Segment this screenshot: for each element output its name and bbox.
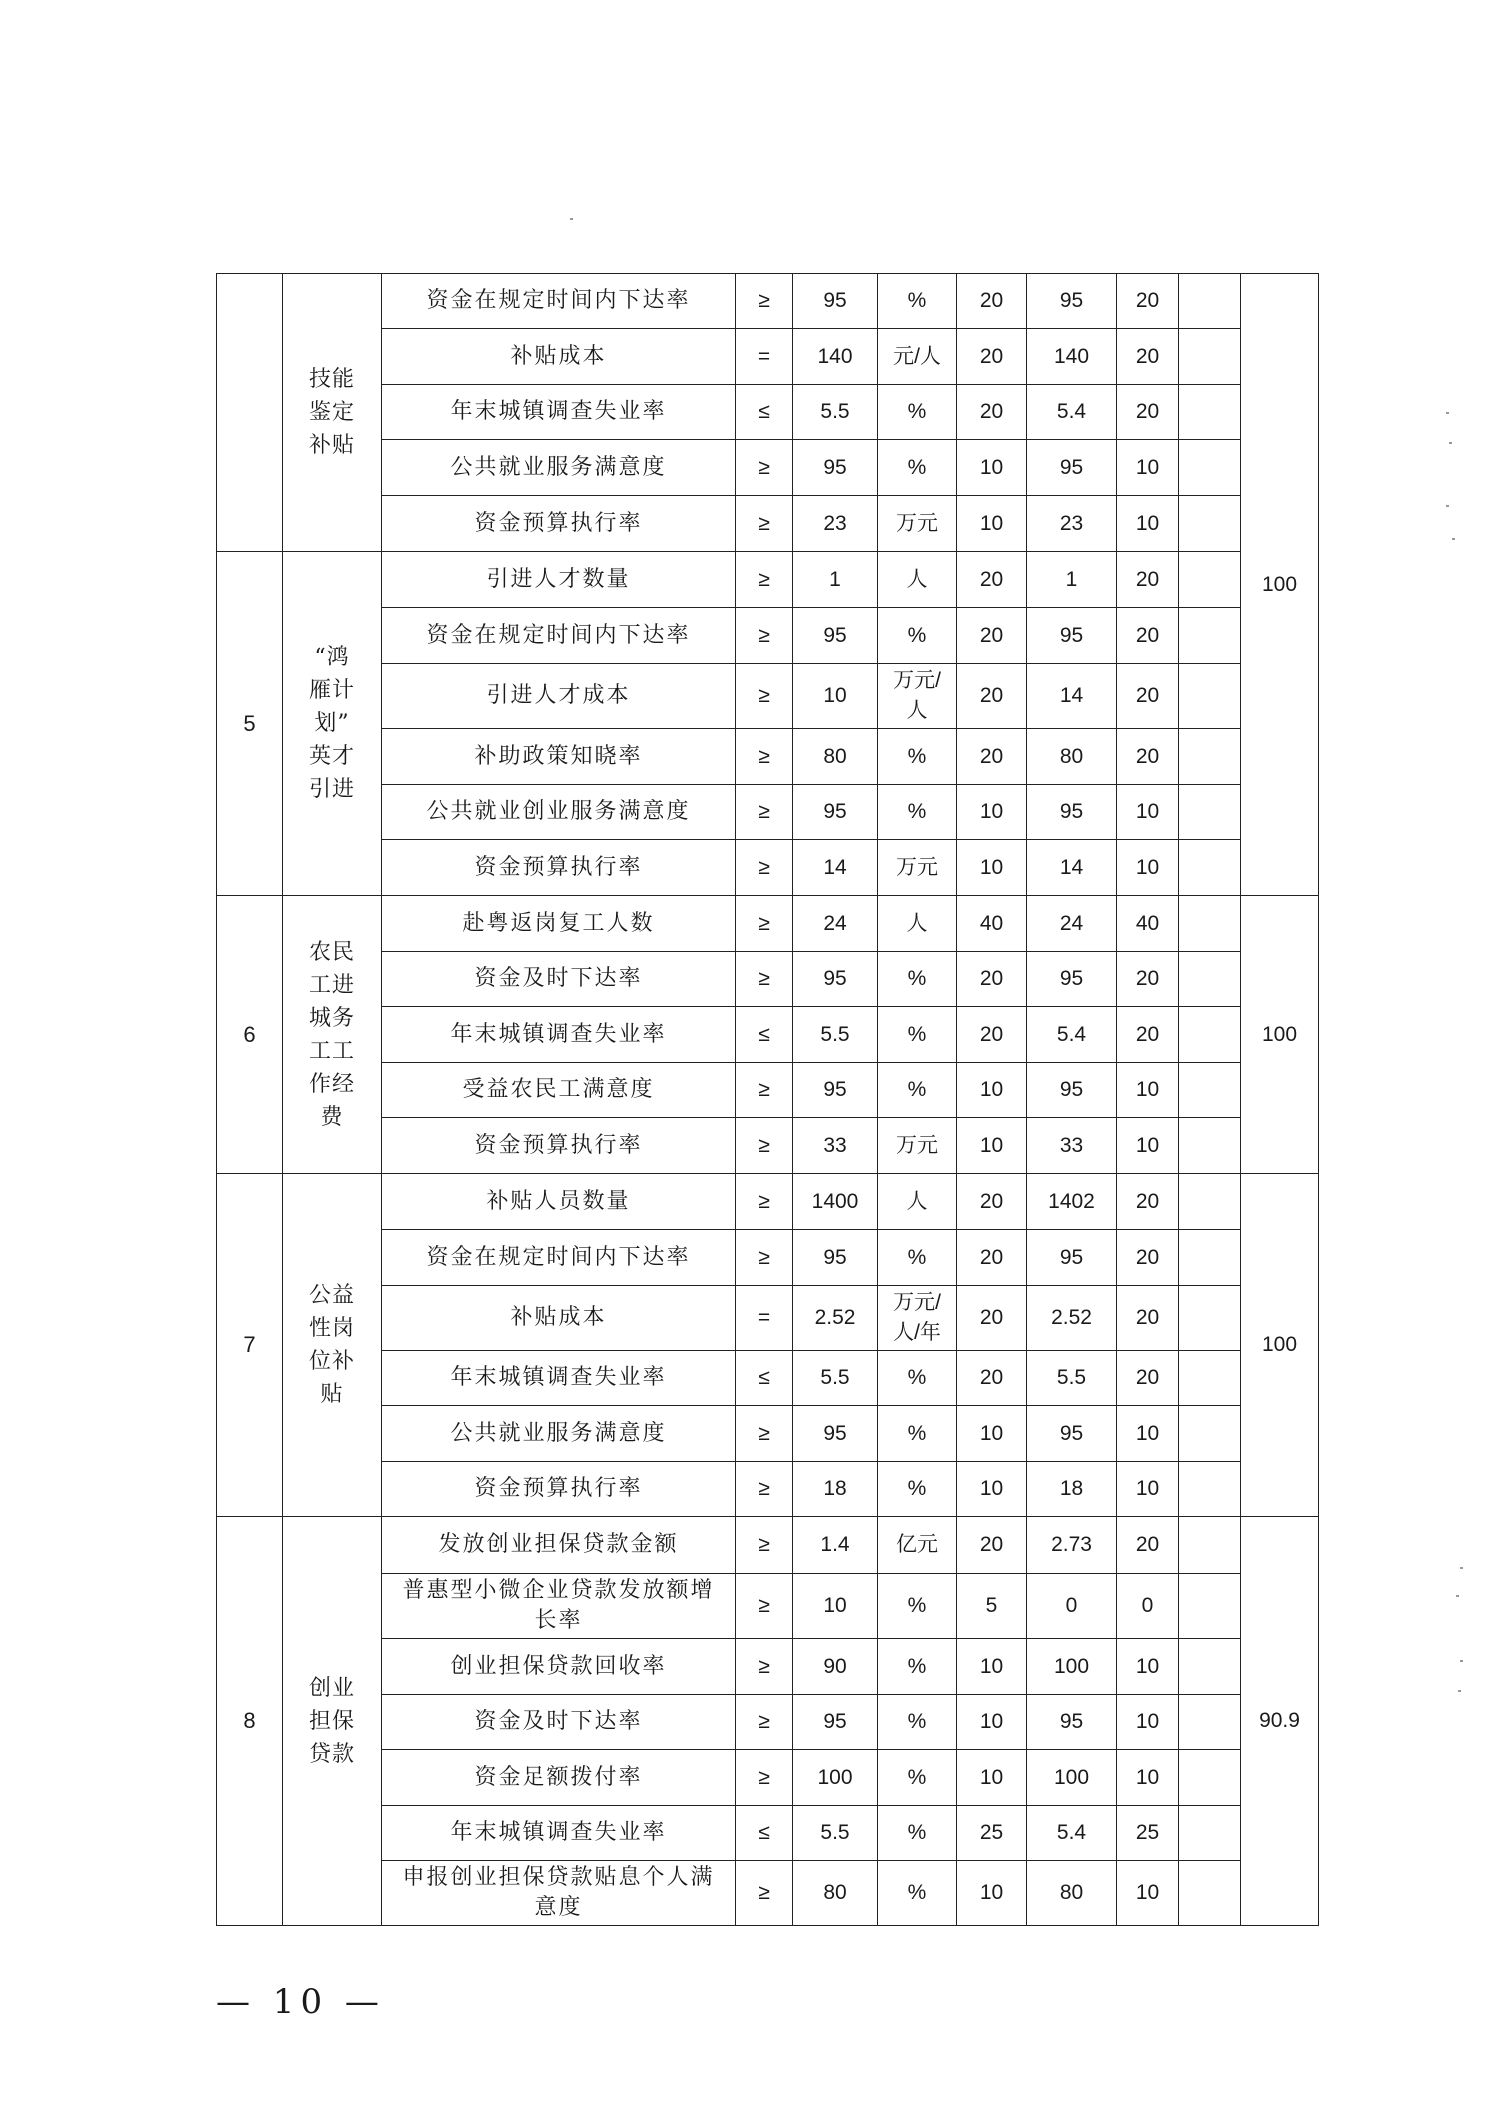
weight-value: 10 [957,1118,1027,1174]
op-cell: ≥ [736,1174,793,1230]
score-value: 20 [1117,385,1179,440]
actual-value: 18 [1027,1462,1117,1517]
note-cell [1179,1230,1241,1286]
score-value: 10 [1117,1406,1179,1462]
table-row [217,1695,1319,1750]
table-row [217,608,1319,664]
item-cell: 公共就业服务满意度 [382,440,736,496]
unit-cell: % [878,274,957,329]
table-row [217,1406,1319,1462]
weight-value: 10 [957,1063,1027,1118]
score-value: 0 [1117,1574,1179,1639]
note-cell [1179,1007,1241,1063]
item-cell: 公共就业服务满意度 [382,1406,736,1462]
unit-cell: % [878,1639,957,1695]
score-value: 40 [1117,896,1179,952]
weight-value: 5 [957,1574,1027,1639]
score-value: 10 [1117,1118,1179,1174]
op-cell: ≥ [736,1118,793,1174]
note-cell [1179,1695,1241,1750]
actual-value: 95 [1027,274,1117,329]
unit-cell: 万元 [878,840,957,896]
op-cell: ≥ [736,785,793,840]
score-value: 10 [1117,1063,1179,1118]
unit-cell: 万元/ 人 [878,664,957,729]
item-cell: 资金在规定时间内下达率 [382,274,736,329]
table-row [217,1063,1319,1118]
weight-value: 10 [957,1462,1027,1517]
item-cell: 发放创业担保贷款金额 [382,1517,736,1574]
actual-value: 95 [1027,608,1117,664]
item-cell: 引进人才成本 [382,664,736,729]
actual-value: 95 [1027,440,1117,496]
note-cell [1179,1462,1241,1517]
score-value: 10 [1117,1462,1179,1517]
unit-cell: % [878,1861,957,1926]
note-cell [1179,1118,1241,1174]
total-score: 90.9 [1241,1517,1319,1926]
performance-table [216,273,1319,1926]
table-row [217,1517,1319,1574]
item-cell: 补贴成本 [382,1286,736,1351]
score-value: 20 [1117,1351,1179,1406]
table-row [217,440,1319,496]
note-cell [1179,952,1241,1007]
category-cell: 技能 鉴定 补贴 [283,274,382,552]
weight-value: 10 [957,1750,1027,1806]
table-row [217,274,1319,329]
actual-value: 95 [1027,1230,1117,1286]
actual-value: 95 [1027,1406,1117,1462]
target-value: 100 [793,1750,878,1806]
target-value: 95 [793,785,878,840]
score-value: 10 [1117,1639,1179,1695]
table-row [217,952,1319,1007]
target-value: 23 [793,496,878,552]
target-value: 10 [793,1574,878,1639]
op-cell: = [736,1286,793,1351]
item-cell: 资金在规定时间内下达率 [382,608,736,664]
category-cell: 农民 工进 城务 工工 作经 费 [283,896,382,1174]
op-cell: ≤ [736,1351,793,1406]
score-value: 10 [1117,840,1179,896]
weight-value: 20 [957,1174,1027,1230]
actual-value: 100 [1027,1639,1117,1695]
item-cell: 补贴人员数量 [382,1174,736,1230]
item-cell: 资金预算执行率 [382,496,736,552]
target-value: 90 [793,1639,878,1695]
item-cell: 申报创业担保贷款贴息个人满 意度 [382,1861,736,1926]
table-row [217,1861,1319,1926]
score-value: 20 [1117,329,1179,385]
op-cell: ≥ [736,1230,793,1286]
scan-speck [1446,412,1449,414]
note-cell [1179,1174,1241,1230]
note-cell [1179,1750,1241,1806]
weight-value: 20 [957,1351,1027,1406]
target-value: 95 [793,274,878,329]
item-cell: 年末城镇调查失业率 [382,1351,736,1406]
score-value: 20 [1117,664,1179,729]
score-value: 10 [1117,1695,1179,1750]
actual-value: 1402 [1027,1174,1117,1230]
item-cell: 引进人才数量 [382,552,736,608]
actual-value: 5.4 [1027,1007,1117,1063]
unit-cell: % [878,785,957,840]
weight-value: 10 [957,840,1027,896]
item-cell: 受益农民工满意度 [382,1063,736,1118]
weight-value: 10 [957,785,1027,840]
table-row [217,552,1319,608]
note-cell [1179,440,1241,496]
actual-value: 95 [1027,785,1117,840]
table-row [217,1007,1319,1063]
category-cell: 创业 担保 贷款 [283,1517,382,1926]
op-cell: ≥ [736,729,793,785]
target-value: 1 [793,552,878,608]
scan-speck [1452,538,1455,540]
actual-value: 23 [1027,496,1117,552]
table-row [217,785,1319,840]
op-cell: ≥ [736,1639,793,1695]
unit-cell: % [878,1230,957,1286]
op-cell: ≤ [736,385,793,440]
unit-cell: % [878,1750,957,1806]
score-value: 20 [1117,1174,1179,1230]
score-value: 25 [1117,1806,1179,1861]
scan-speck [1460,1660,1463,1662]
target-value: 18 [793,1462,878,1517]
table-body [217,274,1319,1926]
item-cell: 资金预算执行率 [382,1462,736,1517]
total-score: 100 [1241,274,1319,896]
op-cell: ≥ [736,664,793,729]
item-cell: 年末城镇调查失业率 [382,1806,736,1861]
item-cell: 普惠型小微企业贷款发放额增 长率 [382,1574,736,1639]
unit-cell: 万元 [878,1118,957,1174]
weight-value: 20 [957,664,1027,729]
note-cell [1179,896,1241,952]
scan-speck [1460,1567,1463,1569]
target-value: 33 [793,1118,878,1174]
unit-cell: 万元/ 人/年 [878,1286,957,1351]
op-cell: ≤ [736,1007,793,1063]
item-cell: 资金及时下达率 [382,952,736,1007]
unit-cell: 人 [878,1174,957,1230]
weight-value: 10 [957,496,1027,552]
row-number [217,274,283,552]
op-cell: ≥ [736,840,793,896]
note-cell [1179,1861,1241,1926]
score-value: 20 [1117,1517,1179,1574]
weight-value: 20 [957,329,1027,385]
note-cell [1179,1639,1241,1695]
op-cell: ≥ [736,552,793,608]
actual-value: 5.5 [1027,1351,1117,1406]
op-cell: ≥ [736,440,793,496]
weight-value: 20 [957,552,1027,608]
table-row [217,729,1319,785]
note-cell [1179,329,1241,385]
page-number: — 10 — [216,1982,385,2022]
target-value: 14 [793,840,878,896]
item-cell: 赴粤返岗复工人数 [382,896,736,952]
target-value: 95 [793,952,878,1007]
category-cell: 公益 性岗 位补 贴 [283,1174,382,1517]
weight-value: 10 [957,1639,1027,1695]
score-value: 20 [1117,1007,1179,1063]
unit-cell: % [878,952,957,1007]
actual-value: 2.73 [1027,1517,1117,1574]
item-cell: 公共就业创业服务满意度 [382,785,736,840]
score-value: 20 [1117,952,1179,1007]
note-cell [1179,1351,1241,1406]
note-cell [1179,1063,1241,1118]
item-cell: 年末城镇调查失业率 [382,385,736,440]
unit-cell: % [878,1806,957,1861]
total-score: 100 [1241,1174,1319,1517]
table-row [217,496,1319,552]
table-row [217,1351,1319,1406]
op-cell: ≥ [736,1574,793,1639]
actual-value: 5.4 [1027,385,1117,440]
actual-value: 95 [1027,952,1117,1007]
score-value: 10 [1117,1861,1179,1926]
unit-cell: 人 [878,896,957,952]
target-value: 80 [793,1861,878,1926]
target-value: 140 [793,329,878,385]
note-cell [1179,785,1241,840]
row-number: 5 [217,552,283,896]
target-value: 80 [793,729,878,785]
weight-value: 10 [957,1861,1027,1926]
actual-value: 5.4 [1027,1806,1117,1861]
actual-value: 14 [1027,840,1117,896]
op-cell: ≥ [736,1861,793,1926]
weight-value: 20 [957,608,1027,664]
score-value: 20 [1117,729,1179,785]
score-value: 20 [1117,608,1179,664]
row-number: 6 [217,896,283,1174]
scan-speck [1456,1595,1459,1597]
unit-cell: % [878,1695,957,1750]
actual-value: 1 [1027,552,1117,608]
scan-speck [570,218,573,220]
item-cell: 资金预算执行率 [382,1118,736,1174]
note-cell [1179,729,1241,785]
note-cell [1179,1806,1241,1861]
item-cell: 创业担保贷款回收率 [382,1639,736,1695]
actual-value: 0 [1027,1574,1117,1639]
table-row [217,1639,1319,1695]
item-cell: 补助政策知晓率 [382,729,736,785]
unit-cell: 人 [878,552,957,608]
weight-value: 20 [957,385,1027,440]
note-cell [1179,274,1241,329]
table-row [217,1174,1319,1230]
table-row [217,385,1319,440]
weight-value: 10 [957,440,1027,496]
target-value: 95 [793,1063,878,1118]
score-value: 10 [1117,440,1179,496]
table-row [217,1750,1319,1806]
table-row [217,1118,1319,1174]
weight-value: 20 [957,274,1027,329]
op-cell: ≥ [736,274,793,329]
total-score: 100 [1241,896,1319,1174]
op-cell: ≥ [736,1406,793,1462]
target-value: 5.5 [793,1007,878,1063]
scan-speck [1446,505,1449,507]
op-cell: ≥ [736,1462,793,1517]
target-value: 95 [793,608,878,664]
weight-value: 20 [957,952,1027,1007]
actual-value: 95 [1027,1695,1117,1750]
op-cell: ≥ [736,608,793,664]
note-cell [1179,664,1241,729]
item-cell: 资金足额拨付率 [382,1750,736,1806]
actual-value: 14 [1027,664,1117,729]
score-value: 10 [1117,785,1179,840]
unit-cell: 万元 [878,496,957,552]
actual-value: 140 [1027,329,1117,385]
score-value: 10 [1117,1750,1179,1806]
note-cell [1179,385,1241,440]
target-value: 95 [793,1695,878,1750]
unit-cell: % [878,729,957,785]
note-cell [1179,552,1241,608]
op-cell: ≥ [736,952,793,1007]
op-cell: ≥ [736,1517,793,1574]
target-value: 1400 [793,1174,878,1230]
score-value: 10 [1117,496,1179,552]
score-value: 20 [1117,274,1179,329]
actual-value: 33 [1027,1118,1117,1174]
table-row [217,1806,1319,1861]
table-row [217,1462,1319,1517]
item-cell: 年末城镇调查失业率 [382,1007,736,1063]
weight-value: 10 [957,1695,1027,1750]
op-cell: ≥ [736,496,793,552]
weight-value: 10 [957,1406,1027,1462]
unit-cell: % [878,1063,957,1118]
target-value: 95 [793,1230,878,1286]
target-value: 1.4 [793,1517,878,1574]
table-row [217,840,1319,896]
op-cell: = [736,329,793,385]
target-value: 5.5 [793,385,878,440]
note-cell [1179,1406,1241,1462]
note-cell [1179,1517,1241,1574]
target-value: 95 [793,440,878,496]
actual-value: 95 [1027,1063,1117,1118]
actual-value: 2.52 [1027,1286,1117,1351]
actual-value: 100 [1027,1750,1117,1806]
item-cell: 补贴成本 [382,329,736,385]
weight-value: 20 [957,1517,1027,1574]
table-row [217,1286,1319,1351]
weight-value: 20 [957,1007,1027,1063]
note-cell [1179,1574,1241,1639]
op-cell: ≤ [736,1806,793,1861]
weight-value: 20 [957,1230,1027,1286]
row-number: 8 [217,1517,283,1926]
op-cell: ≥ [736,896,793,952]
actual-value: 24 [1027,896,1117,952]
unit-cell: % [878,1007,957,1063]
table-row [217,896,1319,952]
target-value: 2.52 [793,1286,878,1351]
scan-speck [1449,442,1452,444]
weight-value: 25 [957,1806,1027,1861]
note-cell [1179,496,1241,552]
unit-cell: 元/人 [878,329,957,385]
item-cell: 资金在规定时间内下达率 [382,1230,736,1286]
note-cell [1179,608,1241,664]
unit-cell: 亿元 [878,1517,957,1574]
table-row [217,329,1319,385]
target-value: 10 [793,664,878,729]
weight-value: 40 [957,896,1027,952]
op-cell: ≥ [736,1750,793,1806]
item-cell: 资金预算执行率 [382,840,736,896]
target-value: 5.5 [793,1806,878,1861]
note-cell [1179,1286,1241,1351]
table-row [217,664,1319,729]
target-value: 24 [793,896,878,952]
scan-speck [1458,1690,1461,1692]
category-cell: “鸿 雁计 划” 英才 引进 [283,552,382,896]
unit-cell: % [878,1462,957,1517]
row-number: 7 [217,1174,283,1517]
op-cell: ≥ [736,1063,793,1118]
unit-cell: % [878,440,957,496]
target-value: 5.5 [793,1351,878,1406]
op-cell: ≥ [736,1695,793,1750]
note-cell [1179,840,1241,896]
table-row [217,1574,1319,1639]
table-row [217,1230,1319,1286]
target-value: 95 [793,1406,878,1462]
actual-value: 80 [1027,1861,1117,1926]
weight-value: 20 [957,729,1027,785]
item-cell: 资金及时下达率 [382,1695,736,1750]
actual-value: 80 [1027,729,1117,785]
weight-value: 20 [957,1286,1027,1351]
unit-cell: % [878,1351,957,1406]
unit-cell: % [878,1406,957,1462]
unit-cell: % [878,385,957,440]
score-value: 20 [1117,1286,1179,1351]
unit-cell: % [878,608,957,664]
score-value: 20 [1117,552,1179,608]
unit-cell: % [878,1574,957,1639]
score-value: 20 [1117,1230,1179,1286]
